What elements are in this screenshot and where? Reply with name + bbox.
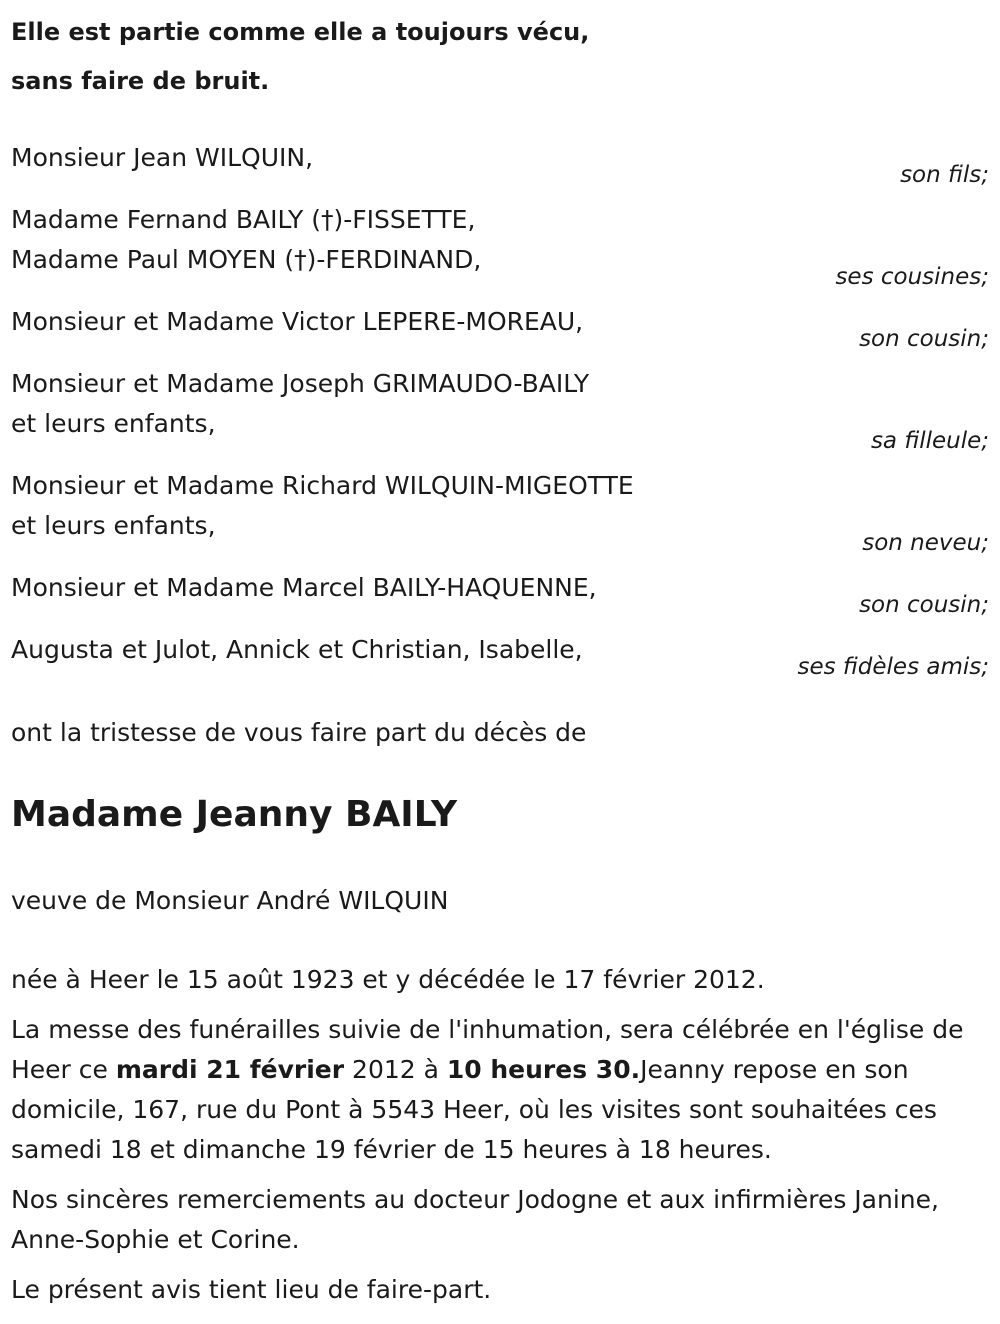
funeral-paragraph [11, 1010, 991, 1170]
relatives-list [11, 138, 990, 680]
obituary-body [11, 960, 991, 1320]
deceased-name: Madame Jeanny BAILY [11, 794, 458, 835]
relative-group [11, 200, 990, 290]
relative-group [11, 302, 990, 352]
relative-relation: son neveu; [862, 530, 989, 556]
epigraph-line-1: Elle est partie comme elle a toujours vécu, [11, 18, 590, 46]
relative-names: Monsieur et Madame Joseph GRIMAUDO-BAILY [11, 369, 590, 398]
relative-relation: son cousin; [859, 326, 989, 352]
birth-death-line: née à Heer le 15 août 1923 et y décédée le 17 février 2012. [11, 965, 765, 994]
thanks-paragraph: Nos sincères remerciements au docteur Jodogne et aux infirmières Janine, Anne-Sophie et Corine. [11, 1185, 939, 1254]
relative-relation: ses fidèles amis; [797, 654, 989, 680]
relative-names: et leurs enfants, [11, 409, 216, 438]
funeral-time: 10 heures 30. [446, 1055, 641, 1084]
relative-relation: ses cousines; [835, 264, 989, 290]
funeral-text-1: La messe des funérailles suivie de l'inhumation, sera célébrée en l'église de Heer ce [11, 1015, 964, 1084]
relative-names: Madame Paul MOYEN (†)-FERDINAND, [11, 245, 482, 274]
relative-group [11, 466, 990, 556]
relative-names: Augusta et Julot, Annick et Christian, Isabelle, [11, 635, 583, 664]
funeral-date: mardi 21 février [115, 1055, 345, 1084]
relative-group [11, 568, 990, 618]
relative-names: Monsieur et Madame Richard WILQUIN-MIGEOTTE [11, 471, 634, 500]
relative-group [11, 630, 990, 680]
funeral-text-3: Jeanny repose en son domicile, 167, rue du Pont à 5543 Heer, où les visites sont souhaitées ces samedi 18 et dimanche 19 février de 15 heures à 18 heures. [11, 1055, 937, 1164]
relative-names: Madame Fernand BAILY (†)-FISSETTE, [11, 205, 476, 234]
relative-group [11, 138, 990, 188]
relative-relation: son cousin; [859, 592, 989, 618]
relative-names: Monsieur et Madame Victor LEPERE-MOREAU, [11, 307, 584, 336]
epigraph-line-2: sans faire de bruit. [11, 67, 270, 95]
announcement-text: ont la tristesse de vous faire part du décès de [11, 718, 587, 747]
relative-names: Monsieur Jean WILQUIN, [11, 143, 314, 172]
relative-relation: son fils; [900, 162, 989, 188]
funeral-text-2: 2012 à [344, 1055, 447, 1084]
widow-line: veuve de Monsieur André WILQUIN [11, 886, 449, 915]
relative-group [11, 364, 990, 454]
relative-names: Monsieur et Madame Marcel BAILY-HAQUENNE, [11, 573, 597, 602]
closing-line: Le présent avis tient lieu de faire-part. [11, 1275, 492, 1304]
epigraph [11, 8, 589, 106]
relative-relation: sa filleule; [870, 428, 989, 454]
relative-names: et leurs enfants, [11, 511, 216, 540]
